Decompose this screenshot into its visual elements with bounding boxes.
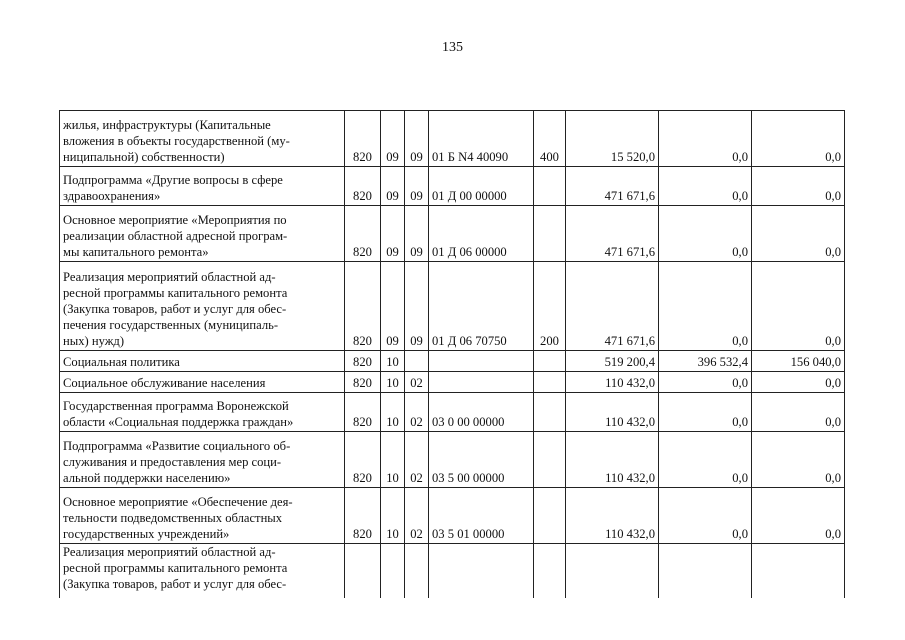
row-target-article-code: 03 5 00 00000: [429, 432, 534, 488]
row-sum-1: 471 671,6: [566, 262, 659, 351]
row-sum-3: 0,0: [752, 488, 845, 544]
row-sum-1: 471 671,6: [566, 167, 659, 206]
table-row: [60, 488, 845, 544]
row-sum-2: 0,0: [659, 167, 752, 206]
row-sum-1: 110 432,0: [566, 488, 659, 544]
row-sum-1: [566, 544, 659, 598]
row-sum-3: 0,0: [752, 167, 845, 206]
row-sum-3: 0,0: [752, 206, 845, 262]
row-section-code: 10: [381, 432, 405, 488]
table-row: [60, 432, 845, 488]
row-expense-type-code: [534, 488, 566, 544]
row-grbs-code: [345, 544, 381, 598]
page-number: 135: [442, 40, 463, 55]
row-target-article-code: 03 5 01 00000: [429, 488, 534, 544]
row-expense-type-code: 400: [534, 111, 566, 167]
row-subsection-code: 02: [405, 372, 429, 393]
row-expense-type-code: [534, 372, 566, 393]
row-grbs-code: 820: [345, 393, 381, 432]
row-subsection-code: 02: [405, 432, 429, 488]
row-target-article-code: 01 Д 06 70750: [429, 262, 534, 351]
row-expense-type-code: [534, 393, 566, 432]
row-subsection-code: 02: [405, 488, 429, 544]
table-row: [60, 351, 845, 372]
row-sum-1: 519 200,4: [566, 351, 659, 372]
row-grbs-code: 820: [345, 351, 381, 372]
row-sum-1: 110 432,0: [566, 372, 659, 393]
row-target-article-code: 03 0 00 00000: [429, 393, 534, 432]
row-sum-2: 396 532,4: [659, 351, 752, 372]
budget-table: [59, 110, 845, 598]
row-sum-2: 0,0: [659, 432, 752, 488]
table-row: [60, 111, 845, 167]
row-expense-type-code: 200: [534, 262, 566, 351]
row-section-code: 10: [381, 372, 405, 393]
row-grbs-code: 820: [345, 206, 381, 262]
row-subsection-code: [405, 544, 429, 598]
row-section-code: 09: [381, 206, 405, 262]
row-name: Реализация мероприятий областной ад- ресной программы капитального ремонта (Закупка товаров, работ и услуг для обес- печения государственных (муниципаль- ных) нужд): [60, 262, 345, 351]
row-name: Основное мероприятие «Обеспечение дея- тельности подведомственных областных государственных учреждений»: [60, 488, 345, 544]
row-sum-3: 0,0: [752, 111, 845, 167]
row-section-code: [381, 544, 405, 598]
row-sum-3: 0,0: [752, 372, 845, 393]
row-section-code: 10: [381, 351, 405, 372]
row-subsection-code: 09: [405, 111, 429, 167]
row-target-article-code: [429, 372, 534, 393]
row-section-code: 09: [381, 111, 405, 167]
row-sum-1: 15 520,0: [566, 111, 659, 167]
row-name: Социальная политика: [60, 351, 345, 372]
row-sum-2: 0,0: [659, 393, 752, 432]
row-name: Государственная программа Воронежской области «Социальная поддержка граждан»: [60, 393, 345, 432]
row-grbs-code: 820: [345, 432, 381, 488]
row-grbs-code: 820: [345, 262, 381, 351]
table-row: [60, 393, 845, 432]
row-section-code: 10: [381, 488, 405, 544]
row-sum-2: 0,0: [659, 111, 752, 167]
table-row: [60, 206, 845, 262]
row-name: Подпрограмма «Другие вопросы в сфере здравоохранения»: [60, 167, 345, 206]
row-expense-type-code: [534, 432, 566, 488]
row-grbs-code: 820: [345, 372, 381, 393]
row-subsection-code: 09: [405, 262, 429, 351]
table-row: [60, 262, 845, 351]
row-sum-1: 110 432,0: [566, 432, 659, 488]
row-target-article-code: [429, 351, 534, 372]
table-row: [60, 544, 845, 598]
row-sum-3: 0,0: [752, 262, 845, 351]
row-grbs-code: 820: [345, 111, 381, 167]
row-target-article-code: 01 Д 06 00000: [429, 206, 534, 262]
row-sum-2: 0,0: [659, 206, 752, 262]
row-target-article-code: 01 Б N4 40090: [429, 111, 534, 167]
row-expense-type-code: [534, 206, 566, 262]
row-name: Реализация мероприятий областной ад- ресной программы капитального ремонта (Закупка товаров, работ и услуг для обес-: [60, 544, 345, 598]
row-subsection-code: 09: [405, 206, 429, 262]
row-sum-3: 0,0: [752, 432, 845, 488]
row-sum-3: [752, 544, 845, 598]
row-sum-2: [659, 544, 752, 598]
row-section-code: 09: [381, 167, 405, 206]
row-expense-type-code: [534, 167, 566, 206]
row-target-article-code: 01 Д 00 00000: [429, 167, 534, 206]
table-row: [60, 167, 845, 206]
row-section-code: 10: [381, 393, 405, 432]
row-target-article-code: [429, 544, 534, 598]
row-sum-2: 0,0: [659, 262, 752, 351]
row-expense-type-code: [534, 544, 566, 598]
row-sum-2: 0,0: [659, 488, 752, 544]
row-subsection-code: [405, 351, 429, 372]
row-section-code: 09: [381, 262, 405, 351]
row-grbs-code: 820: [345, 167, 381, 206]
row-name: Подпрограмма «Развитие социального об- служивания и предоставления мер соци- альной поддержки населению»: [60, 432, 345, 488]
row-subsection-code: 02: [405, 393, 429, 432]
row-name: Социальное обслуживание населения: [60, 372, 345, 393]
row-sum-3: 156 040,0: [752, 351, 845, 372]
row-subsection-code: 09: [405, 167, 429, 206]
row-sum-3: 0,0: [752, 393, 845, 432]
row-sum-1: 471 671,6: [566, 206, 659, 262]
row-grbs-code: 820: [345, 488, 381, 544]
row-expense-type-code: [534, 351, 566, 372]
row-name: жилья, инфраструктуры (Капитальные вложения в объекты государственной (му- ниципальной) собственности): [60, 111, 345, 167]
row-sum-1: 110 432,0: [566, 393, 659, 432]
row-sum-2: 0,0: [659, 372, 752, 393]
table-row: [60, 372, 845, 393]
row-name: Основное мероприятие «Мероприятия по реализации областной адресной програм- мы капитального ремонта»: [60, 206, 345, 262]
